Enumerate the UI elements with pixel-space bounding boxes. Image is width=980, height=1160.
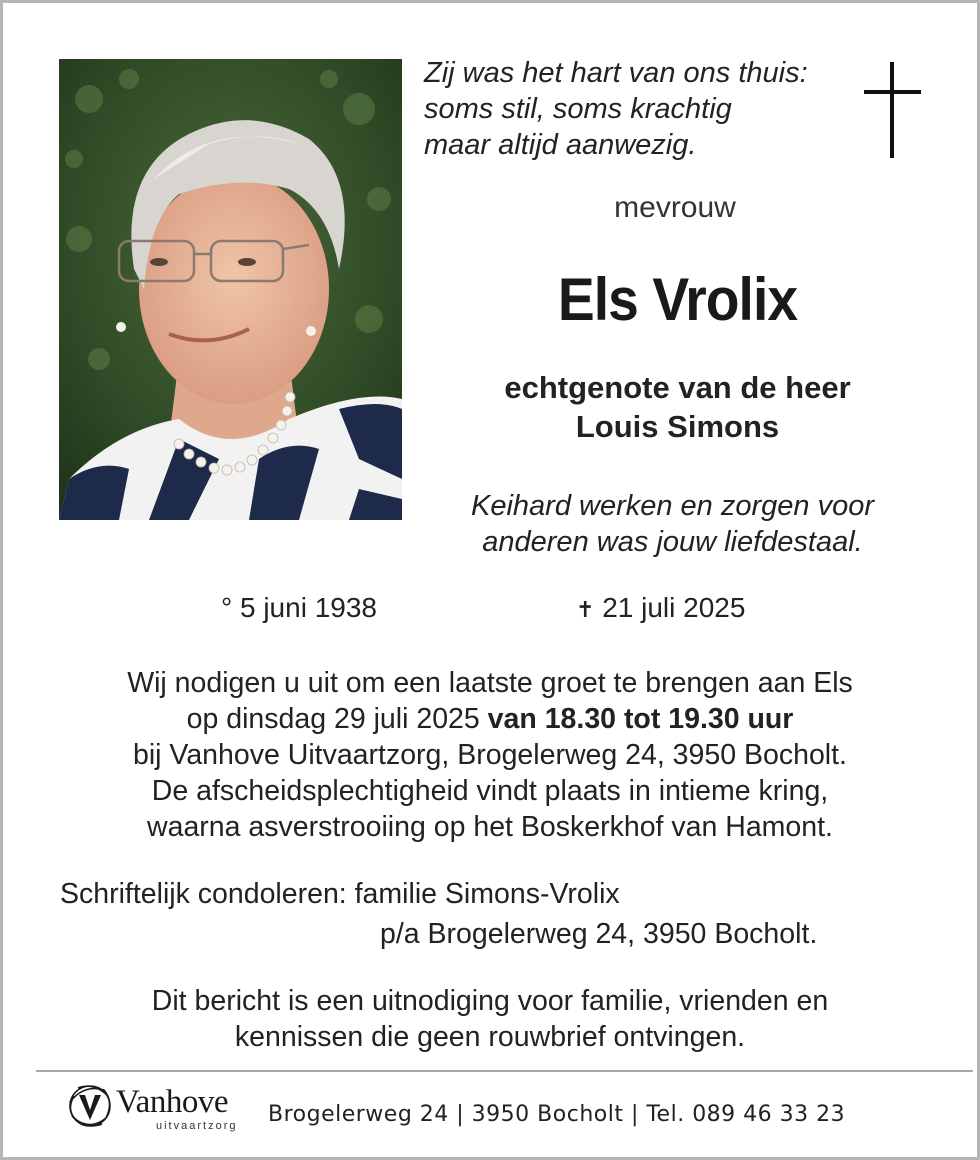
invitation-line xyxy=(40,701,940,737)
condolence-address xyxy=(60,874,817,954)
death-date xyxy=(576,592,745,624)
spouse-info xyxy=(430,368,925,446)
poem xyxy=(424,55,864,163)
footer-divider xyxy=(36,1070,973,1072)
portrait-photo xyxy=(59,59,402,520)
quote-line: Keihard werken en zorgen voor xyxy=(470,490,874,522)
brand-name: Vanhove xyxy=(116,1084,228,1120)
deceased-name: Els Vrolix xyxy=(557,266,798,333)
spouse-name: Louis Simons xyxy=(575,409,780,444)
closing-line: Dit bericht is een uitnodiging voor familie, vrienden en xyxy=(151,985,829,1017)
invitation-line: Wij nodigen u uit om een laatste groet te brengen aan Els xyxy=(127,667,853,699)
footer-address: Brogelerweg 24 | 3950 Bocholt | Tel. 089 46 33 23 xyxy=(268,1102,846,1127)
invitation-date: op dinsdag 29 juli 2025 xyxy=(186,703,488,735)
brand-subtitle: uitvaartzorg xyxy=(156,1120,238,1132)
closing-line: kennissen die geen rouwbrief ontvingen. xyxy=(234,1021,746,1053)
birth-date: ° 5 juni 1938 xyxy=(221,592,377,623)
closing-note xyxy=(40,983,940,1055)
condolence-line: Schriftelijk condoleren: familie Simons-Vrolix xyxy=(60,878,620,910)
death-date-text: 21 juli 2025 xyxy=(594,592,746,623)
invitation-line: waarna asverstrooiing op het Boskerkhof van Hamont. xyxy=(147,811,833,843)
invitation-line: De afscheidsplechtigheid vindt plaats in intieme kring, xyxy=(151,775,829,807)
latin-cross-icon xyxy=(864,62,922,160)
salutation: mevrouw xyxy=(614,191,736,224)
poem-line: Zij was het hart van ons thuis: xyxy=(424,57,808,89)
poem-line: maar altijd aanwezig. xyxy=(424,129,697,161)
poem-line: soms stil, soms krachtig xyxy=(424,93,732,125)
invitation-time: van 18.30 tot 19.30 uur xyxy=(487,703,794,735)
spouse-line: echtgenote van de heer xyxy=(504,370,851,405)
quote-line: anderen was jouw liefdestaal. xyxy=(482,526,863,558)
invitation-text xyxy=(40,665,940,845)
vanhove-logo xyxy=(64,1078,254,1138)
quote xyxy=(430,488,915,560)
invitation-line: bij Vanhove Uitvaartzorg, Brogelerweg 24, 3950 Bocholt. xyxy=(133,739,847,771)
condolence-line: p/a Brogelerweg 24, 3950 Bocholt. xyxy=(380,918,818,950)
death-cross-icon: ✝ xyxy=(576,597,595,622)
vanhove-logo-icon xyxy=(64,1080,116,1132)
